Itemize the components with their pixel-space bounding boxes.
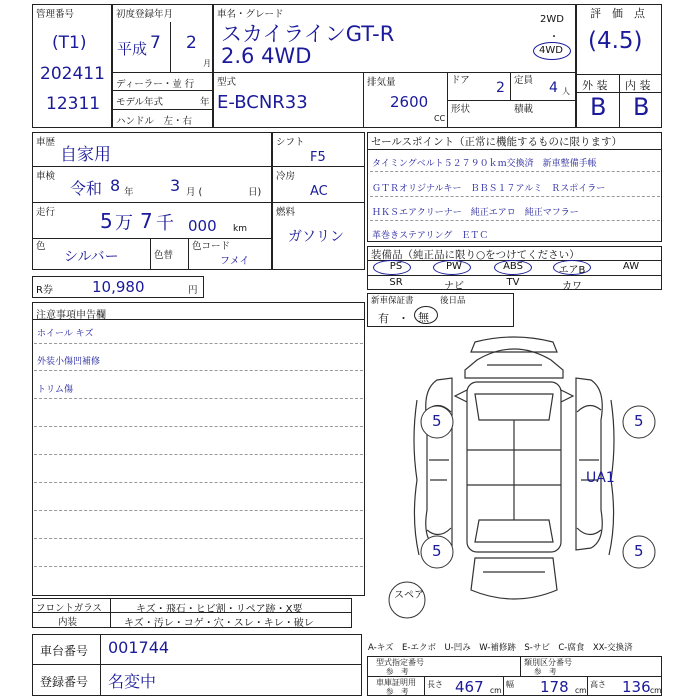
equip-ps: PS [389, 261, 403, 272]
interior-check-items: キズ・汚レ・コゲ・穴・スレ・キレ・破レ [124, 618, 314, 629]
shift-value: F5 [310, 150, 326, 165]
mileage-man: 5 [100, 209, 113, 233]
registration-era: 平成 [117, 40, 148, 58]
exterior-grade: B [590, 93, 607, 121]
equip-sr: SR [389, 277, 403, 288]
aircon-label: 冷房 [276, 171, 296, 182]
fuel-label: 燃料 [276, 207, 296, 218]
chassis-number: 001744 [108, 638, 170, 657]
length-value: 467 [455, 678, 484, 696]
handle-label: ハンドル 左・右 [116, 116, 193, 127]
color-change-label: 色替 [154, 250, 174, 261]
capacity-unit: 人 [562, 87, 570, 96]
length-label: 長さ [427, 680, 443, 689]
history-value: 自家用 [60, 145, 111, 165]
kanri-code: (T1) [52, 33, 87, 53]
drive-4wd: 4WD [539, 45, 563, 56]
later-items-label: 後日品 [440, 296, 466, 306]
displacement-label: 排気量 [367, 77, 396, 88]
kanri-number-2: 12311 [46, 94, 101, 114]
equip-navi: ナビ [444, 281, 464, 292]
equip-abs: ABS [503, 261, 523, 272]
rating-score: (4.5) [588, 28, 643, 54]
recycle-value: 10,980 [92, 278, 145, 296]
inspection-day-unit: 日) [248, 187, 262, 198]
mileage-man-unit: 万 [115, 213, 133, 234]
first-registration-label: 初度登録年月 [116, 9, 174, 20]
warranty-label: 新車保証書 [371, 296, 414, 306]
interior-label: 内 装 [625, 79, 651, 92]
tire-rear-left-value: 5 [432, 542, 442, 560]
history-label: 車歴 [36, 137, 56, 148]
height-label: 高さ [590, 680, 606, 689]
inspection-era: 令和 [70, 179, 103, 198]
class-number-sub: 参 考 [534, 667, 557, 676]
registration-number: 名変中 [108, 672, 157, 691]
displacement: 2600 [390, 93, 429, 111]
mileage-sen: 7 [140, 209, 153, 233]
katashiki-label: 型式 [217, 77, 237, 88]
rating-label: 評 価 点 [590, 7, 645, 20]
note-line: 外装小傷凹補修 [37, 357, 101, 367]
sales-point-line: 革巻きステアリング ＥＴＣ [372, 231, 489, 241]
color-label: 色 [36, 241, 46, 252]
mileage-sen-unit: 千 [156, 213, 174, 234]
inspection-month: 3 [170, 176, 181, 195]
car-grade: 2.6 4WD [221, 44, 312, 68]
inspection-label: 車検 [36, 171, 56, 182]
height-value: 136 [622, 678, 651, 696]
type-number-sub: 参 考 [386, 667, 409, 676]
car-diagram [367, 330, 662, 630]
inspection-year: 8 [110, 176, 121, 195]
registration-number-label: 登録番号 [40, 675, 89, 689]
dealer-label: ディーラー・並 行 [116, 79, 195, 90]
spare-label: スペア [394, 590, 424, 601]
front-glass-label: フロントガラス [36, 603, 102, 614]
registration-month: 2 [186, 33, 197, 53]
kanri-label: 管理番号 [36, 9, 75, 20]
interior-grade: B [633, 93, 650, 121]
mileage-rest: 000 [188, 217, 217, 235]
equip-tv: TV [506, 277, 520, 288]
body-shape-label: 形状 [451, 104, 471, 115]
width-unit: cm [575, 686, 587, 695]
equip-aw: AW [622, 261, 640, 272]
car-name: スカイラインGT-R [221, 22, 395, 46]
note-line: トリム傷 [37, 385, 74, 395]
note-line: ホイール キズ [37, 329, 94, 339]
class-number-label: 類別区分番号 [524, 658, 572, 667]
tire-front-right-value: 5 [634, 412, 644, 430]
exterior-label: 外 装 [582, 79, 608, 92]
sales-point-line: ＧＴＲオリジナルキー ＢＢＳ１７アルミ Ｒスポイラー [372, 184, 606, 194]
type-number-label: 型式指定番号 [376, 658, 424, 667]
mileage-unit: km [233, 224, 247, 234]
notes-section [32, 302, 365, 596]
damage-legend: A-キズ E-エクボ U-凹み W-補修跡 S-サビ C-腐食 XX-交換済 [368, 643, 633, 653]
kanri-number-1: 202411 [40, 64, 105, 84]
capacity-label: 定員 [514, 75, 534, 86]
displacement-unit: CC [434, 114, 446, 123]
shift-label: シフト [276, 137, 305, 148]
month-unit: 月 [203, 59, 211, 68]
recycle-unit: 円 [188, 285, 198, 296]
notes-title: 注意事項申告欄 [36, 310, 106, 321]
warranty-yes: 有 [378, 312, 389, 325]
sales-point-line: タイミングベルト５２７９０ｋｍ交換済 新車整備手帳 [372, 159, 597, 169]
color-code-label: 色コード [192, 241, 231, 252]
sales-points-title: セールスポイント（正常に機能するものに限ります） [371, 136, 623, 148]
warranty-no: 無 [418, 311, 429, 324]
garage-cert-label: 車庫証明用 [376, 678, 416, 687]
load-label: 積載 [514, 104, 534, 115]
interior-check-label: 内装 [58, 617, 78, 628]
sales-point-line: ＨＫＳエアクリーナー 純正エアロ 純正マフラー [372, 208, 579, 218]
tire-front-left-value: 5 [432, 412, 442, 430]
equip-pw: PW [446, 261, 462, 272]
garage-cert-sub: 参 考 [386, 687, 409, 696]
drive-2wd: 2WD [540, 14, 564, 25]
registration-year: 7 [150, 33, 161, 53]
height-unit: cm [650, 686, 662, 695]
mileage-label: 走行 [36, 207, 56, 218]
width-value: 178 [540, 678, 569, 696]
equip-airbag: エアB [558, 265, 586, 276]
model-year-label: モデル年式 [116, 97, 164, 108]
aircon-value: AC [310, 184, 328, 199]
warranty-dot: ・ [398, 312, 409, 325]
front-glass-items: キズ・飛石・ヒビ割・リペア跡・X要 [136, 604, 303, 615]
chassis-label: 車台番号 [40, 644, 89, 658]
capacity: 4 [549, 80, 558, 96]
model-year-unit: 年 [200, 97, 210, 108]
car-name-label: 車名・グレード [217, 9, 284, 20]
color-value: シルバー [64, 249, 119, 265]
drive-dot: ・ [549, 32, 559, 43]
width-label: 幅 [506, 680, 514, 689]
length-unit: cm [490, 686, 502, 695]
damage-mark: UA1 [586, 470, 615, 486]
equipment-title: 装備品（純正品に限り○をつけてください） [371, 249, 580, 261]
door-count: 2 [496, 80, 505, 96]
equip-leather: カワ [562, 281, 582, 292]
color-code: フメイ [220, 256, 250, 267]
recycle-label: R券 [36, 285, 53, 296]
fuel-value: ガソリン [288, 229, 344, 245]
tire-rear-right-value: 5 [634, 542, 644, 560]
door-label: ドア [451, 75, 470, 86]
inspection-month-unit: 月 ( [186, 187, 203, 198]
katashiki: E-BCNR33 [217, 92, 308, 113]
inspection-year-unit: 年 [124, 187, 134, 198]
